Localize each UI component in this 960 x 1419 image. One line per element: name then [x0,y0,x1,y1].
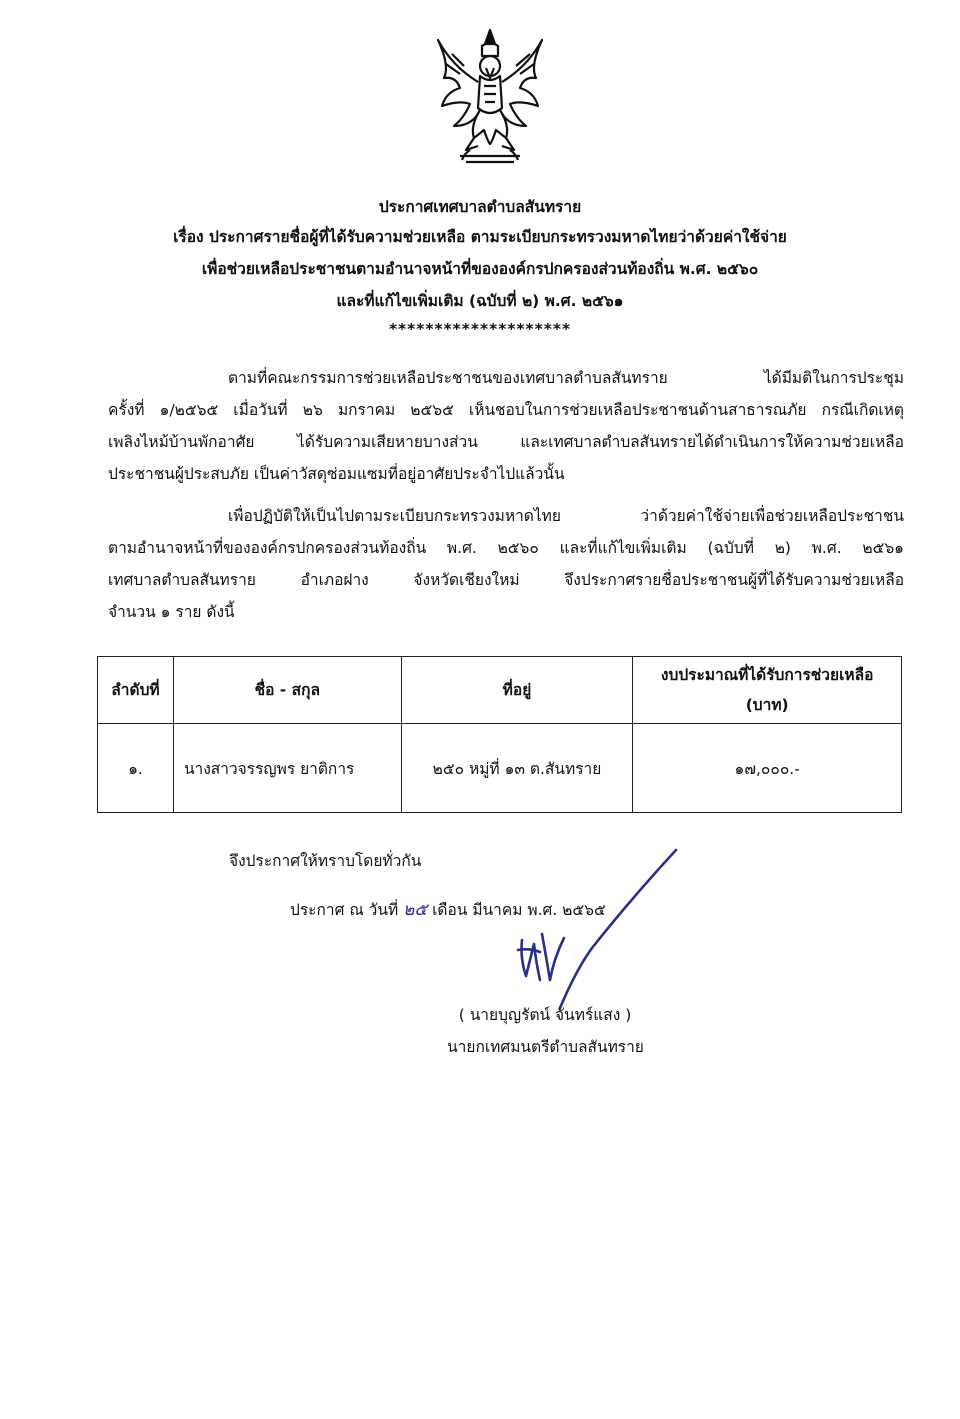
paragraph-line: ประชาชนผู้ประสบภัย เป็นค่าวัสดุซ่อมแซมที่อยู่อาศัยประจำไปแล้วนั้น [108,465,565,483]
cell-order: ๑. [98,724,174,813]
paragraph-line: ตามอำนาจหน้าที่ขององค์กรปกครองส่วนท้องถิ่น พ.ศ. ๒๕๖๐ และที่แก้ไขเพิ่มเติม (ฉบับที่ ๒) พ.ศ. ๒๕๖๑ [108,539,904,557]
title-separator: ******************** [388,320,572,338]
paragraph-line: เทศบาลตำบลสันทราย อำเภอฝาง จังหวัดเชียงใหม่ จึงประกาศรายชื่อประชาชนผู้ที่ได้รับความช่วยเหลือ [108,571,904,589]
announcement-subject-amendment: และที่แก้ไขเพิ่มเติม (ฉบับที่ ๒) พ.ศ. ๒๕๖๑ [336,292,624,310]
handwritten-signature [480,830,680,1020]
cell-budget: ๑๗,๐๐๐.- [633,724,902,813]
table-row [98,724,902,813]
header-address: ที่อยู่ [401,657,633,724]
header-budget-line1: งบประมาณที่ได้รับการช่วยเหลือ [660,666,874,684]
date-month-year: เดือน มีนาคม พ.ศ. ๒๕๖๕ [432,901,606,919]
paragraph-resolution [108,362,904,490]
paragraph-line: เพลิงไหม้บ้านพักอาศัย ได้รับความเสียหายบางส่วน และเทศบาลตำบลสันทรายได้ดำเนินการให้ความช่วยเหลือ [108,433,904,451]
header-name: ชื่อ - สกุล [173,657,401,724]
signatory-name: ( นายบุญรัตน์ จันทร์แสง ) [458,1006,632,1024]
cell-address: ๒๕๐ หมู่ที่ ๑๓ ต.สันทราย [401,724,633,813]
paragraph-announcement [108,500,904,628]
garuda-emblem-icon [430,26,550,176]
header-order: ลำดับที่ [98,657,174,724]
paragraph-line: เพื่อปฏิบัติให้เป็นไปตามระเบียบกระทรวงมหาดไทย ว่าด้วยค่าใช้จ่ายเพื่อช่วยเหลือประชาชน [228,507,904,525]
closing-statement: จึงประกาศให้ทราบโดยทั่วกัน [229,852,422,870]
paragraph-line: ครั้งที่ ๑/๒๕๖๕ เมื่อวันที่ ๒๖ มกราคม ๒๕๖๕ เห็นชอบในการช่วยเหลือประชาชนด้านสาธารณภัย กรณีเกิดเหตุ [108,401,904,419]
date-day-handwritten: ๒๕ [403,900,428,920]
announcement-subject: เรื่อง ประกาศรายชื่อผู้ที่ได้รับความช่วยเหลือ ตามระเบียบกระทรวงมหาดไทยว่าด้วยค่าใช้จ่าย [173,228,787,246]
paragraph-line: จำนวน ๑ ราย ดังนี้ [108,603,235,621]
header-budget-line2: (บาท) [745,696,789,714]
paragraph-line: ตามที่คณะกรรมการช่วยเหลือประชาชนของเทศบาลตำบลสันทราย ได้มีมติในการประชุม [228,369,904,387]
cell-name: นางสาวจรรญพร ยาติการ [173,724,401,813]
header-budget [633,657,902,724]
recipients-table [97,656,902,813]
announcement-subject-cont: เพื่อช่วยเหลือประชาชนตามอำนาจหน้าที่ขององค์กรปกครองส่วนท้องถิ่น พ.ศ. ๒๕๖๐ [201,260,759,278]
date-prefix: ประกาศ ณ วันที่ [290,901,399,919]
announcement-title: ประกาศเทศบาลตำบลสันทราย [378,198,582,216]
signatory-position: นายกเทศมนตรีตำบลสันทราย [447,1038,644,1056]
table-header-row [98,657,902,724]
